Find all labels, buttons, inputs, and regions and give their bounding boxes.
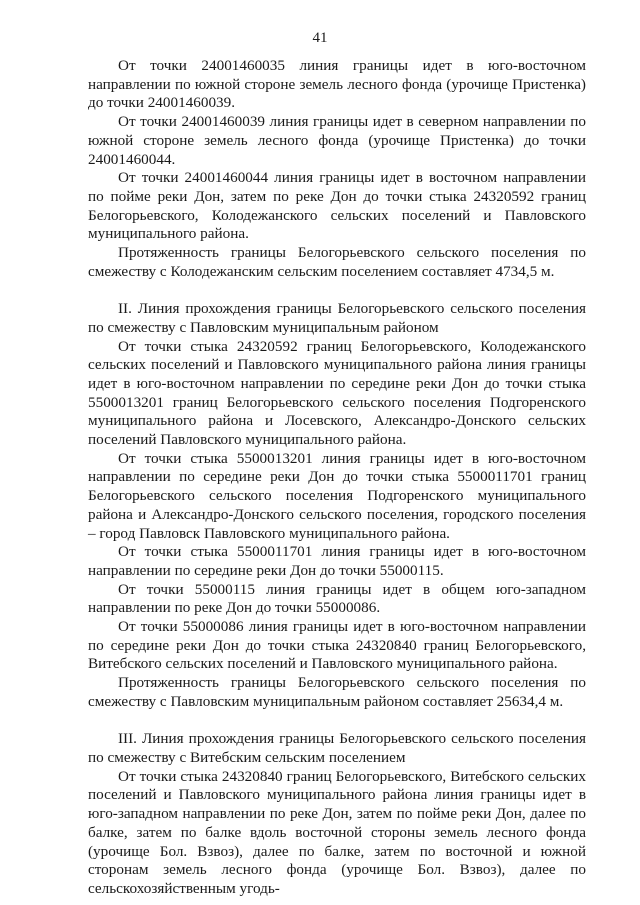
document-body (88, 57, 586, 899)
paragraph: От точки 24001460039 линия границы идет в северном направлении по южной стороне земель лесного фонда (урочище Пристенка) до точки 24001460044. (88, 113, 586, 168)
page-number: 41 (312, 30, 328, 46)
paragraph: От точки 55000115 линия границы идет в общем юго-западном направлении по реке Дон до точки 55000086. (88, 580, 586, 617)
paragraph: От точки 55000086 линия границы идет в юго-восточном направлении по середине реки Дон до точки стыка 24320840 границ Белогорьевского, Витебского сельских поселений и Павловского муниципального района. (88, 618, 586, 673)
paragraph: От точки 24001460035 линия границы идет в юго-восточном направлении по южной стороне земель лесного фонда (урочище Пристенка) до точки 24001460039. (88, 57, 586, 112)
paragraph: Протяженность границы Белогорьевского сельского поселения по смежеству с Павловским муниципальным районом составляет 25634,4 м. (88, 674, 586, 710)
paragraph: От точки стыка 24320840 границ Белогорьевского, Витебского сельских поселений и Павловского муниципального района линия границы идет в юго-западном направлении по реке Дон, затем по пойме реки Дон, далее по балке, затем по балке вдоль восточной стороны земель лесного фонда (урочище Бол. Взвоз), далее по балке, затем по восточной и южной сторонам земель лесного фонда (урочище Бол. Взвоз), далее по сельскохозяйственным угодь- (88, 767, 586, 897)
paragraph: Протяженность границы Белогорьевского сельского поселения по смежеству с Колодежанским сельским поселением составляет 4734,5 м. (88, 244, 586, 280)
paragraph: От точки стыка 24320592 границ Белогорьевского, Колодежанского сельских поселений и Павловского муниципального района линия границы идет в юго-восточном направлении по середине реки Дон до точки стыка 5500013201 границ Белогорьевского сельского поселения Подгоренского муниципального района и Лосевского, Александро-Донского сельских поселений Павловского муниципального района. (88, 337, 586, 449)
section-heading-2: II. Линия прохождения границы Белогорьевского сельского поселения по смежеству с Павловским муниципальным районом (88, 300, 586, 336)
paragraph: От точки стыка 5500011701 линия границы идет в юго-восточном направлении по середине реки Дон до точки 55000115. (88, 543, 586, 579)
section-heading-3: III. Линия прохождения границы Белогорьевского сельского поселения по смежеству с Витебским сельским поселением (88, 730, 586, 766)
paragraph: От точки стыка 5500013201 линия границы идет в юго-восточном направлении по середине реки Дон до точки стыка 5500011701 границ Белогорьевского сельского поселения Подгоренского муниципального района и Александро-Донского сельского поселения, городского поселения – город Павловск Павловского муниципального района. (88, 449, 586, 542)
paragraph: От точки 24001460044 линия границы идет в восточном направлении по пойме реки Дон, затем по реке Дон до точки стыка 24320592 границ Белогорьевского, Колодежанского сельских поселений и Павловского муниципального района. (88, 169, 586, 243)
